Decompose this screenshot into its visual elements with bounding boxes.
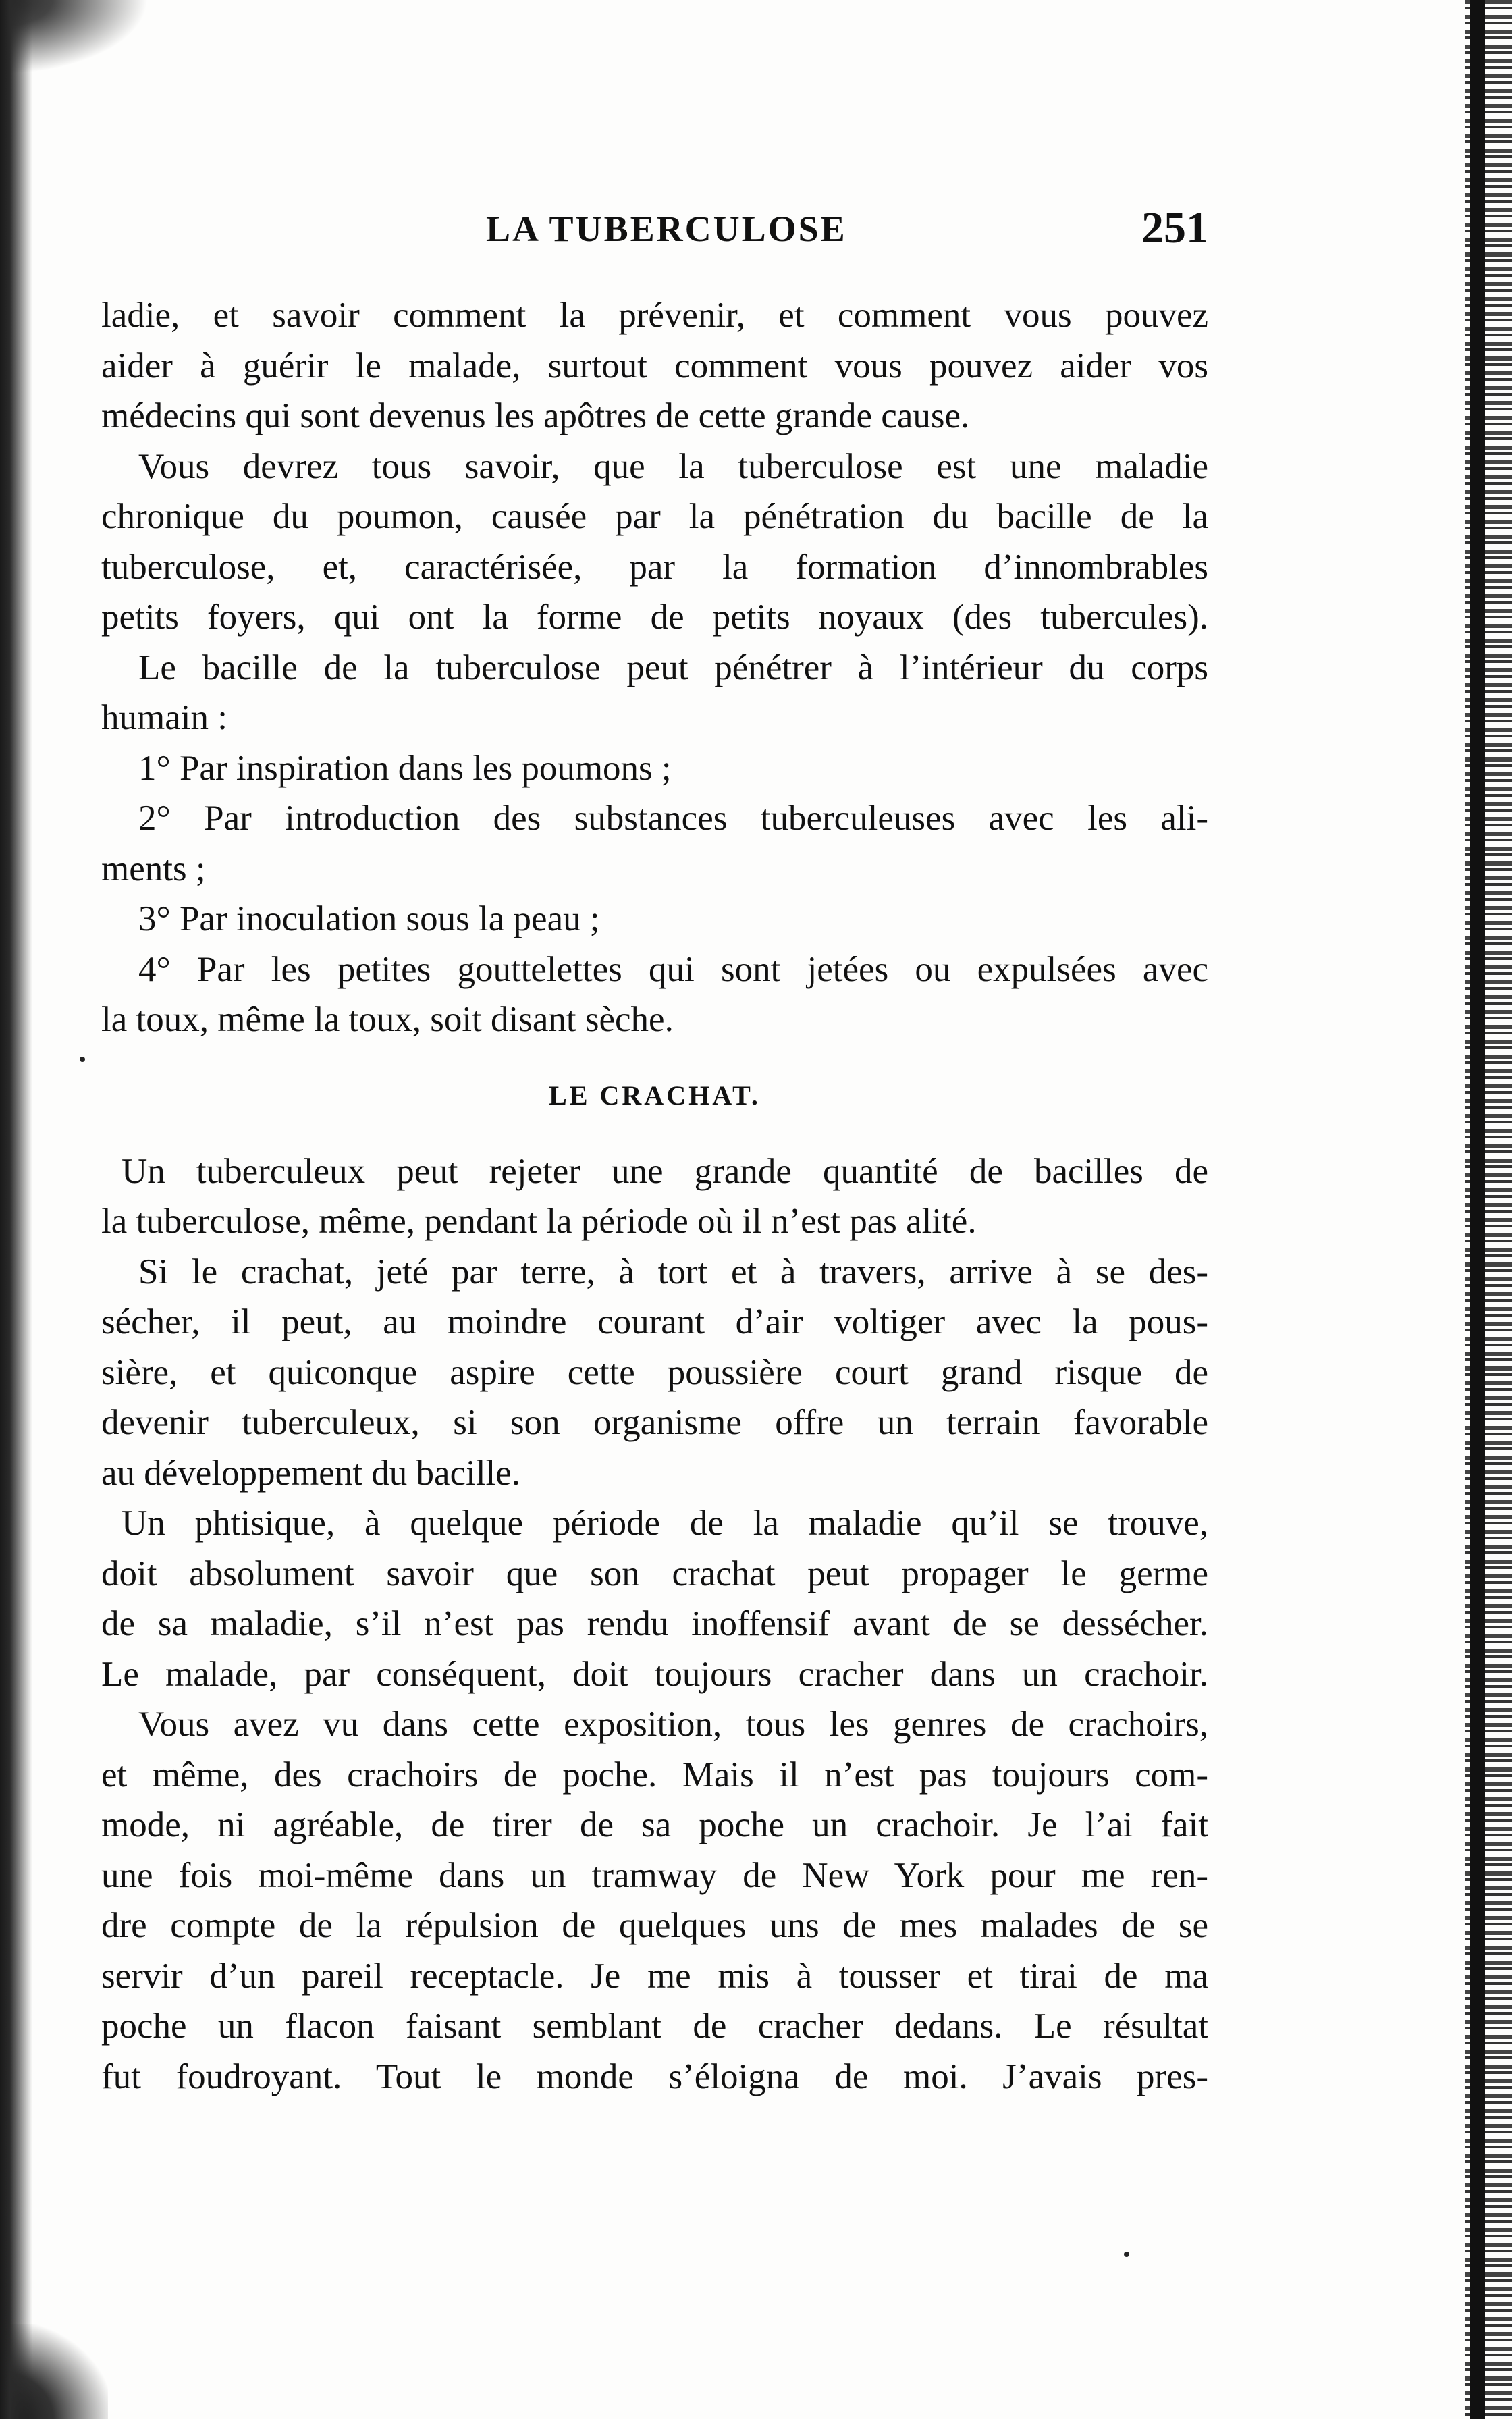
text-line: Vous devrez tous savoir, que la tuberculose est une maladie	[138, 446, 1208, 486]
text-line: mode, ni agréable, de tirer de sa poche un crachoir. Je l’ai fait	[101, 1805, 1208, 1844]
text-line: Si le crachat, jeté par terre, à tort et à travers, arrive à se des-	[138, 1252, 1208, 1292]
stray-mark	[80, 1057, 85, 1062]
stray-mark	[1124, 2252, 1129, 2257]
scan-edge-left	[0, 0, 32, 2419]
running-title: LA TUBERCULOSE	[486, 209, 847, 249]
text-line: de sa maladie, s’il n’est pas rendu inoffensif avant de se dessécher.	[101, 1604, 1208, 1643]
scan-edge-right-bar	[1470, 0, 1485, 2419]
text-line: Vous avez vu dans cette exposition, tous les genres de crachoirs,	[138, 1705, 1208, 1744]
text-line: et même, des crachoirs de poche. Mais il n’est pas toujours com-	[101, 1755, 1208, 1795]
text-line: ments ;	[101, 849, 206, 888]
text-line: chronique du poumon, causée par la pénétration du bacille de la	[101, 497, 1208, 536]
text-line: Le malade, par conséquent, doit toujours cracher dans un crachoir.	[101, 1654, 1208, 1694]
text-line: la tuberculose, même, pendant la période où il n’est pas alité.	[101, 1202, 977, 1241]
text-line: sécher, il peut, au moindre courant d’air voltiger avec la pous-	[101, 1302, 1208, 1341]
body-text	[101, 290, 1208, 2102]
list-item: 3° Par inoculation sous la peau ;	[138, 899, 600, 938]
text-line: Un tuberculeux peut rejeter une grande quantité de bacilles de	[122, 1151, 1208, 1191]
text-line: médecins qui sont devenus les apôtres de cette grande cause.	[101, 396, 970, 435]
text-line: servir d’un pareil receptacle. Je me mis à tousser et tirai de ma	[101, 1956, 1208, 1996]
list-item: 2° Par introduction des substances tuberculeuses avec les ali-	[138, 799, 1208, 838]
text-line: fut foudroyant. Tout le monde s’éloigna de moi. J’avais pres-	[101, 2056, 1208, 2096]
text-line: Le bacille de la tuberculose peut pénétrer à l’intérieur du corps	[138, 647, 1208, 687]
running-header	[101, 203, 1208, 257]
text-line: humain :	[101, 698, 227, 737]
text-line: sière, et quiconque aspire cette poussière court grand risque de	[101, 1352, 1208, 1392]
text-line: Un phtisique, à quelque période de la maladie qu’il se trouve,	[122, 1504, 1208, 1543]
list-item: 1° Par inspiration dans les poumons ;	[138, 748, 672, 788]
text-line: une fois moi-même dans un tramway de New York pour me ren-	[101, 1855, 1208, 1895]
text-line: doit absolument savoir que son crachat peut propager le germe	[101, 1553, 1208, 1593]
text-line: aider à guérir le malade, surtout comment vous pouvez aider vos	[101, 346, 1208, 386]
text-line: au développement du bacille.	[101, 1453, 521, 1493]
text-line: petits foyers, qui ont la forme de petits noyaux (des tubercules).	[101, 597, 1208, 637]
text-line: tuberculose, et, caractérisée, par la formation d’innombrables	[101, 547, 1208, 587]
list-item: 4° Par les petites gouttelettes qui sont jetées ou expulsées avec	[138, 949, 1208, 989]
page-number: 251	[1141, 203, 1208, 252]
text-line: dre compte de la répulsion de quelques uns de mes malades de se	[101, 1906, 1208, 1945]
text-line: la toux, même la toux, soit disant sèche.	[101, 1000, 674, 1039]
section-heading: LE CRACHAT.	[549, 1080, 761, 1111]
text-line: devenir tuberculeux, si son organisme offre un terrain favorable	[101, 1403, 1208, 1442]
text-line: ladie, et savoir comment la prévenir, et comment vous pouvez	[101, 296, 1208, 335]
text-line: poche un flacon faisant semblant de cracher dedans. Le résultat	[101, 2006, 1208, 2046]
